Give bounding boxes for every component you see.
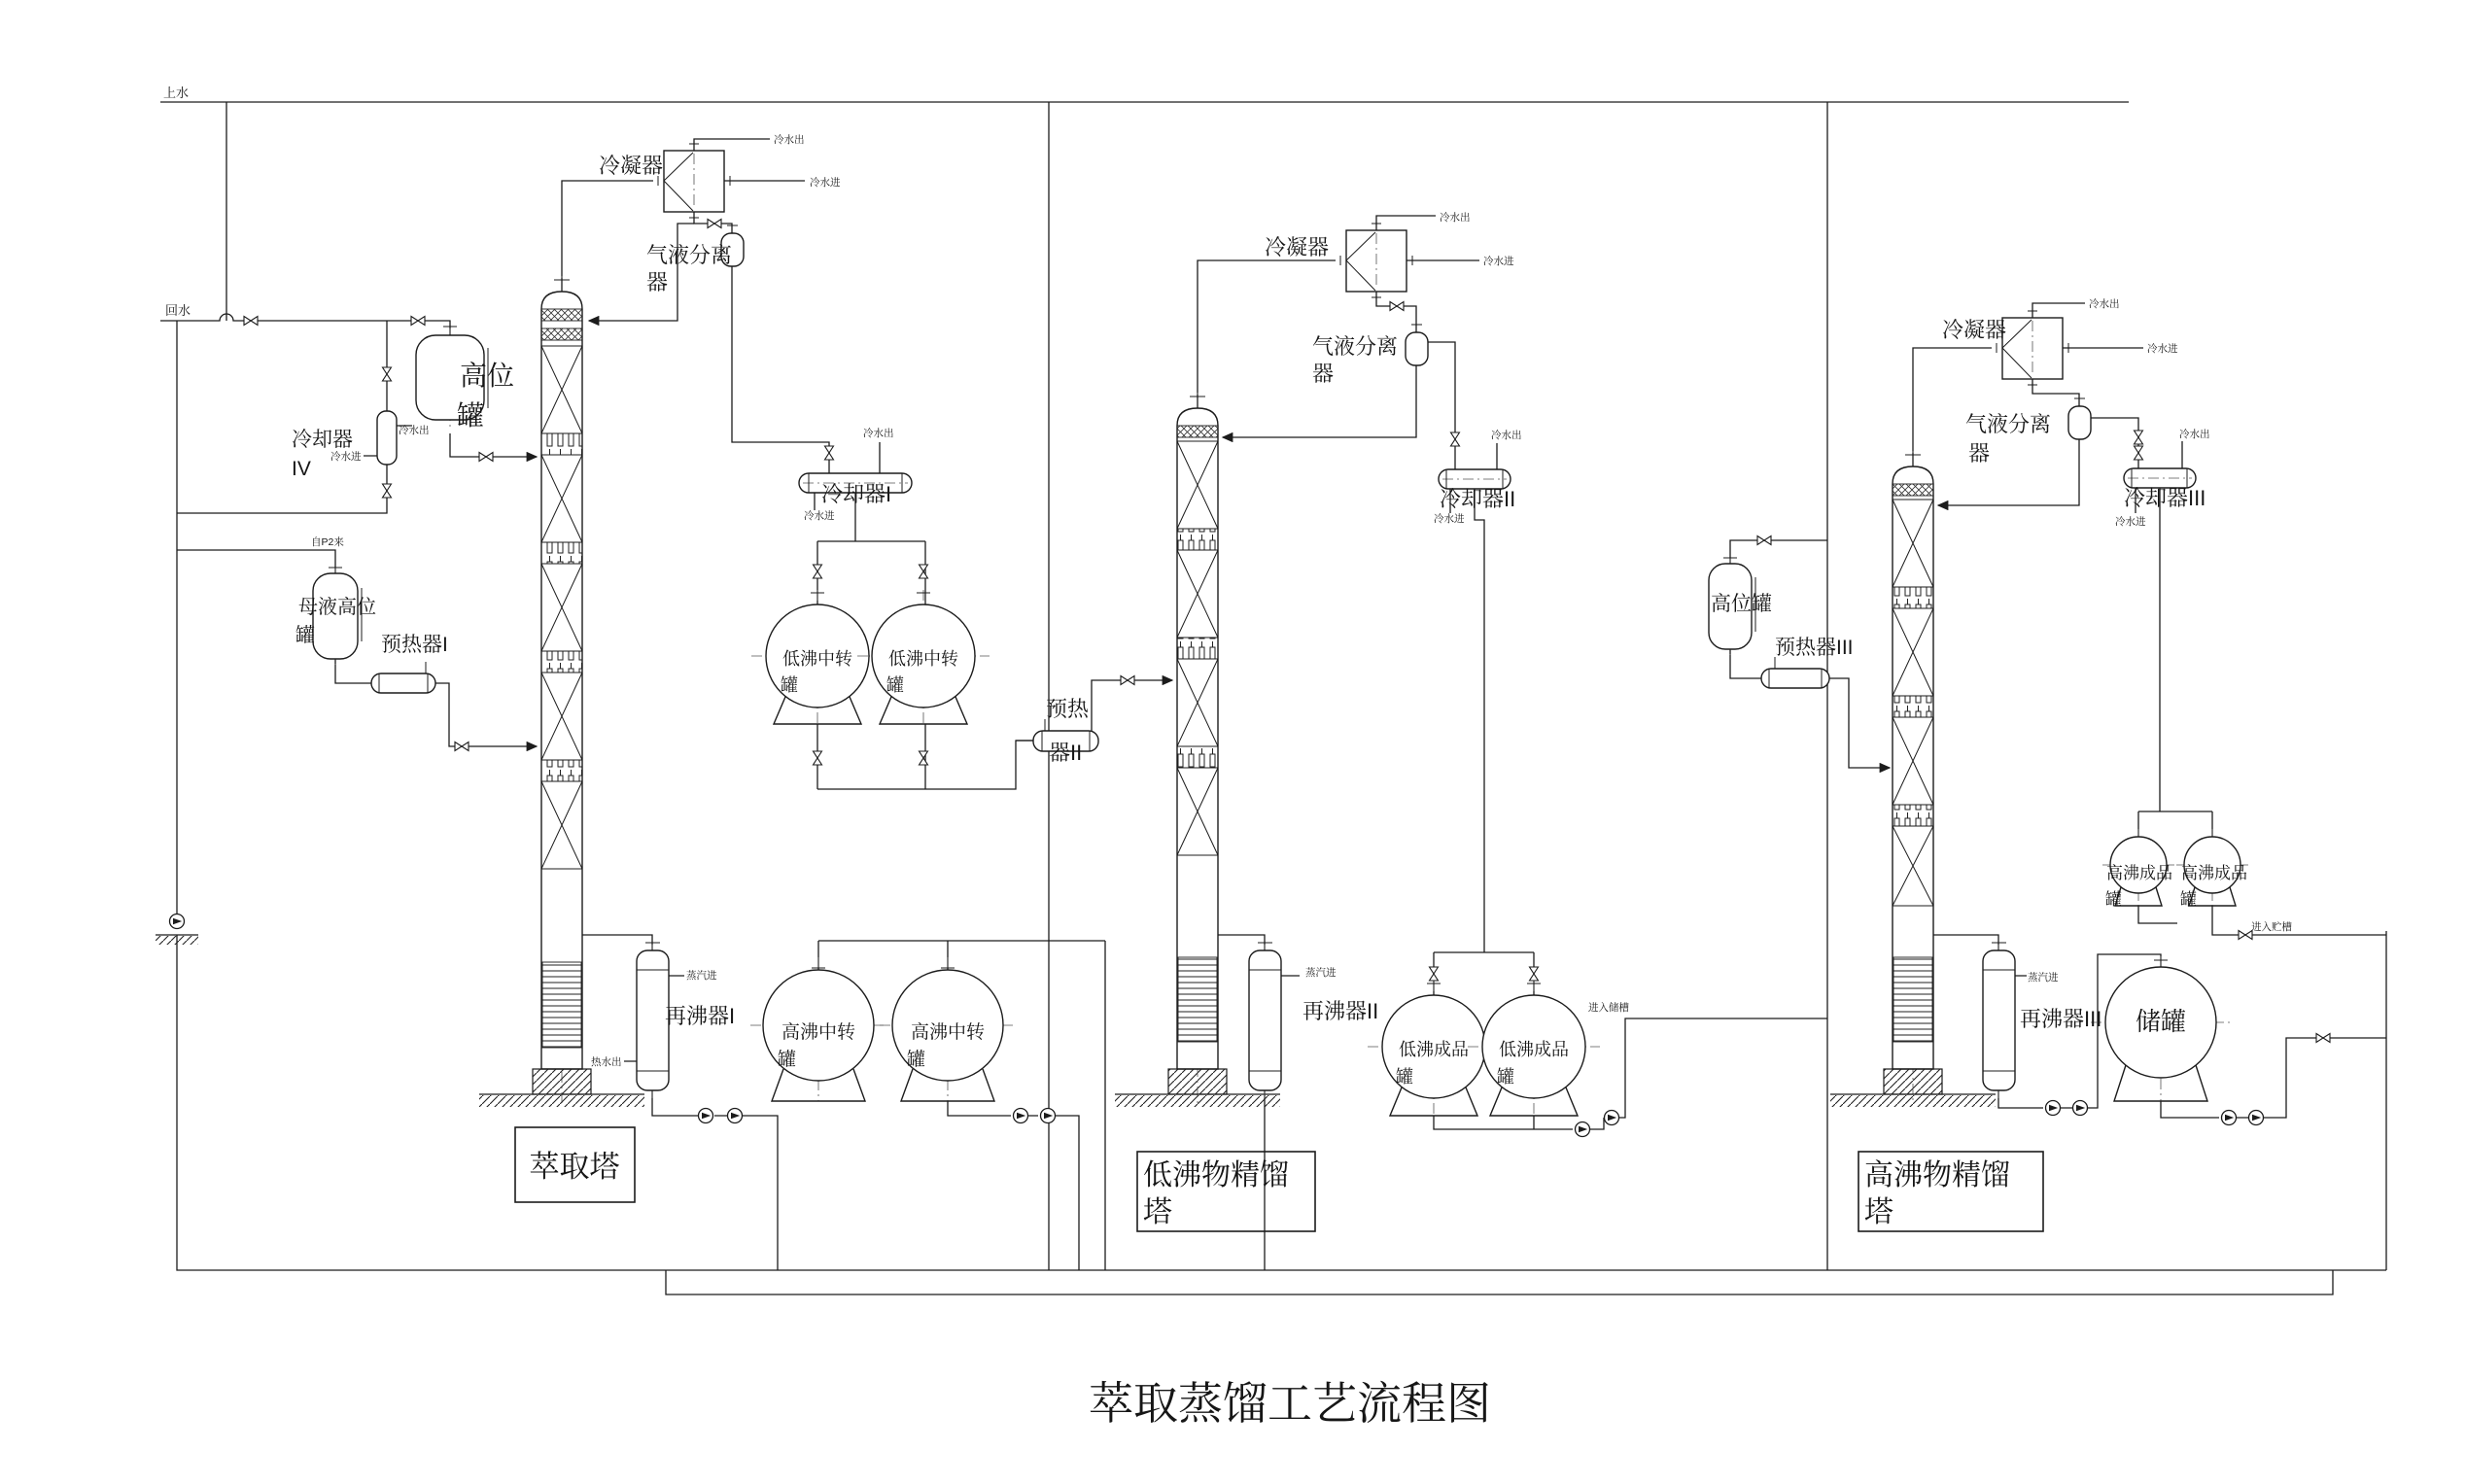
reboiler3-steam-label: 蒸汽进 <box>2028 972 2059 984</box>
condenser2-cw-out-label: 冷水出 <box>1440 212 1471 224</box>
pump <box>170 915 185 929</box>
cooler4-label-l2: IV <box>292 458 311 480</box>
sys1-cooler4-lines <box>177 321 387 513</box>
valve <box>455 742 469 751</box>
column3-packing-support <box>1893 484 1933 496</box>
pump <box>2249 1111 2264 1125</box>
mother-tank-label-l2: 罐 <box>295 625 315 646</box>
condenser2-cw-in-label: 冷水进 <box>1483 256 1514 267</box>
separator3-label-l1: 气液分离 <box>1965 412 2052 436</box>
low-transfer-a-label-l2: 罐 <box>781 675 798 695</box>
column3-top-nozzle <box>1905 453 1921 466</box>
separator2-label-l1: 气液分离 <box>1312 334 1399 359</box>
cooler1-label: 冷却器I <box>821 482 892 506</box>
diagram-title: 萃取蒸馏工艺流程图 <box>1089 1378 1491 1429</box>
preheater3-label: 预热器III <box>1775 637 1854 659</box>
separator1-label-l1: 气液分离 <box>646 243 733 267</box>
extraction-column <box>479 276 644 1107</box>
sys1-equipment <box>313 144 1016 1202</box>
preheater2-label-l2: 器II <box>1049 741 1083 765</box>
pump <box>2073 1101 2088 1116</box>
column2-top-nozzle <box>1190 395 1205 408</box>
storage-tank-label: 储罐 <box>2136 1007 2187 1036</box>
sys2-cooler-out <box>1434 489 1534 995</box>
reboiler-3 <box>1983 943 2015 1098</box>
column2-foundation <box>1168 1069 1227 1094</box>
supply-water-label: 上水 <box>163 86 190 100</box>
pump <box>2046 1101 2061 1116</box>
sys2-to-separator <box>1376 292 1416 332</box>
cooler1-cw-out-label: 冷水出 <box>863 428 894 439</box>
high-product-a-label-l2: 罐 <box>2105 890 2122 909</box>
column2-packing-support <box>1177 426 1218 437</box>
pump <box>728 1109 743 1123</box>
left-ground-hatch <box>156 936 198 945</box>
sys1-cw-out-line <box>694 139 770 151</box>
column2-ground-hatch <box>1115 1095 1280 1107</box>
mother-tank-note: 自P2来 <box>311 536 344 548</box>
sys3-cw-out-line <box>2032 303 2085 318</box>
sys1-cooler-cw <box>364 426 880 510</box>
labels <box>163 86 2292 1429</box>
sys2-feed-line <box>1092 680 1172 731</box>
reboiler1-label: 再沸器I <box>665 1004 736 1028</box>
valve <box>814 751 822 765</box>
sys2-to-storage-label: 进入储槽 <box>1588 1002 1629 1014</box>
return-water-line <box>160 314 450 335</box>
sys2-piping <box>1016 216 1827 1270</box>
pump <box>1576 1122 1590 1137</box>
valve <box>383 484 392 498</box>
reboiler1-hw-out-label: 热水出 <box>591 1056 622 1068</box>
high-transfer-b-label-l2: 罐 <box>907 1050 926 1070</box>
valve <box>2135 431 2143 444</box>
valve <box>1451 432 1460 446</box>
sys3-feed-line <box>1829 678 1890 768</box>
sys1-reflux-line <box>589 224 694 321</box>
elevated-tank1-label-l2: 罐 <box>457 400 485 431</box>
high-product-b-label-l1: 高沸成品 <box>2181 864 2247 882</box>
cooler3-cw-in-label: 冷水进 <box>2115 516 2146 528</box>
column1-bottom-coil <box>542 962 581 1048</box>
condenser1-label: 冷凝器 <box>599 154 664 178</box>
high-boiler-tower-label-l1: 高沸物精馏 <box>1864 1159 2010 1191</box>
sys3-to-storage-label: 进入贮槽 <box>2251 921 2292 933</box>
column1-ground-hatch <box>479 1095 644 1107</box>
low-transfer-b-label-l1: 低沸中转 <box>888 649 958 669</box>
valve <box>920 565 928 578</box>
valve <box>920 751 928 765</box>
low-product-b-label-l1: 低沸成品 <box>1499 1040 1569 1059</box>
cooler2-cw-in-label: 冷水进 <box>1434 513 1465 525</box>
valve <box>2239 931 2252 940</box>
sys1-feed-line <box>435 683 537 746</box>
sys3-to-separator <box>2032 379 2079 406</box>
condenser3-cw-in-label: 冷水进 <box>2147 343 2178 355</box>
cooler4-label-l1: 冷却器 <box>292 429 353 451</box>
cooler1-cw-in-label: 冷水进 <box>804 510 835 522</box>
valve <box>825 446 834 460</box>
sys1-sep-to-cooler <box>732 266 829 473</box>
low-product-a-label-l1: 低沸成品 <box>1399 1040 1469 1059</box>
high-product-a-label-l1: 高沸成品 <box>2106 864 2172 882</box>
sys3-cooler-out <box>2138 488 2212 837</box>
column1-shell <box>541 292 582 1069</box>
return-water-label: 回水 <box>165 303 191 318</box>
preheater2-label-l1: 预热 <box>1046 697 1090 721</box>
high-boiler-tower-label-l2: 塔 <box>1864 1196 1893 1228</box>
pump <box>1041 1109 1056 1123</box>
cooler2-cw-out-label: 冷水出 <box>1491 430 1522 441</box>
column1-packing-support2 <box>541 328 582 340</box>
high-transfer-a-label-l2: 罐 <box>778 1050 797 1070</box>
elevated-tank3-label: 高位罐 <box>1711 593 1772 615</box>
valve <box>1757 536 1771 545</box>
low-transfer-a-label-l1: 低沸中转 <box>782 649 852 669</box>
cooler2-label: 冷却器II <box>1440 487 1516 511</box>
valve <box>479 453 493 462</box>
valve <box>1121 676 1134 685</box>
pump <box>699 1109 713 1123</box>
column1-packing-support <box>541 309 582 321</box>
sys3-reflux-line <box>1938 439 2079 505</box>
high-transfer-b-label-l1: 高沸中转 <box>910 1022 986 1043</box>
valve <box>411 317 425 326</box>
valve <box>244 317 258 326</box>
pump <box>1014 1109 1028 1123</box>
condenser3-cw-out-label: 冷水出 <box>2089 298 2120 310</box>
cooler4-cw-in-label: 冷水进 <box>330 451 362 463</box>
valve <box>1430 967 1439 981</box>
condenser-1 <box>658 144 730 218</box>
bottom-header-2 <box>666 1270 2333 1294</box>
cooler4-cw-out-label: 冷水出 <box>399 425 430 436</box>
column3-bottom-coil <box>1893 957 1932 1042</box>
cooler-3 <box>2124 468 2196 488</box>
condenser3-label: 冷凝器 <box>1942 318 2007 342</box>
low-product-a-label-l2: 罐 <box>1396 1067 1413 1087</box>
separator3-label-l2: 器 <box>1968 441 1991 466</box>
column2-bottom-coil <box>1178 957 1217 1042</box>
low-product-b-label-l2: 罐 <box>1497 1067 1514 1087</box>
sys2-cw-out-line <box>1376 216 1436 230</box>
valve <box>708 220 721 228</box>
sys1-vapor-line <box>562 181 653 292</box>
condenser1-cw-in-label: 冷水进 <box>810 177 841 189</box>
pump <box>2222 1111 2237 1125</box>
reboiler2-steam-label: 蒸汽进 <box>1305 967 1337 979</box>
reboiler3-label: 再沸器III <box>2020 1007 2102 1031</box>
valve <box>2135 446 2143 460</box>
preheater-1 <box>371 662 435 693</box>
preheater1-label: 预热器I <box>381 634 448 656</box>
condenser2-label: 冷凝器 <box>1265 235 1330 259</box>
column3-ground-hatch <box>1830 1095 1996 1107</box>
valve <box>2316 1034 2330 1043</box>
cooler-2 <box>1439 469 1511 489</box>
high-transfer-a-label-l1: 高沸中转 <box>781 1022 856 1043</box>
cooler-4 <box>377 411 397 465</box>
condenser-2 <box>1340 224 1412 297</box>
sys2-sep-to-cooler <box>1427 342 1455 469</box>
low-boiler-tower-label-l1: 低沸物精馏 <box>1143 1159 1289 1191</box>
reboiler-2 <box>1249 943 1281 1098</box>
low-boiler-tower-label-l2: 塔 <box>1143 1196 1172 1228</box>
high-boiler-column <box>1830 451 1996 1107</box>
valve <box>383 367 392 381</box>
valve <box>814 565 822 578</box>
separator2-label-l2: 器 <box>1312 362 1335 386</box>
extraction-tower-label: 萃取塔 <box>529 1150 620 1184</box>
cooler3-cw-out-label: 冷水出 <box>2179 429 2210 440</box>
column1-foundation <box>533 1069 591 1094</box>
column1-top-nozzle <box>554 278 570 292</box>
preheater-3 <box>1761 657 1829 688</box>
sys3-piping <box>1730 303 2386 1118</box>
valve <box>1390 302 1404 311</box>
valve <box>1530 967 1539 981</box>
cooler3-label: 冷却器III <box>2124 486 2206 510</box>
pump <box>1605 1111 1619 1125</box>
condenser1-cw-out-label: 冷水出 <box>774 134 805 146</box>
condenser-3 <box>1997 311 2068 385</box>
mother-tank-label-l1: 母液高位 <box>298 597 376 618</box>
reboiler2-label: 再沸器II <box>1302 999 1379 1023</box>
separator1-label-l2: 器 <box>646 270 669 294</box>
column3-foundation <box>1884 1069 1942 1094</box>
sys3-sep-to-cooler <box>2090 418 2138 468</box>
low-transfer-b-label-l2: 罐 <box>886 675 904 695</box>
elevated-tank1-label-l1: 高位 <box>460 361 515 391</box>
reboiler1-steam-label: 蒸汽进 <box>686 970 717 982</box>
high-product-b-label-l2: 罐 <box>2180 890 2197 909</box>
sys1-transfer-drains <box>817 724 1033 789</box>
